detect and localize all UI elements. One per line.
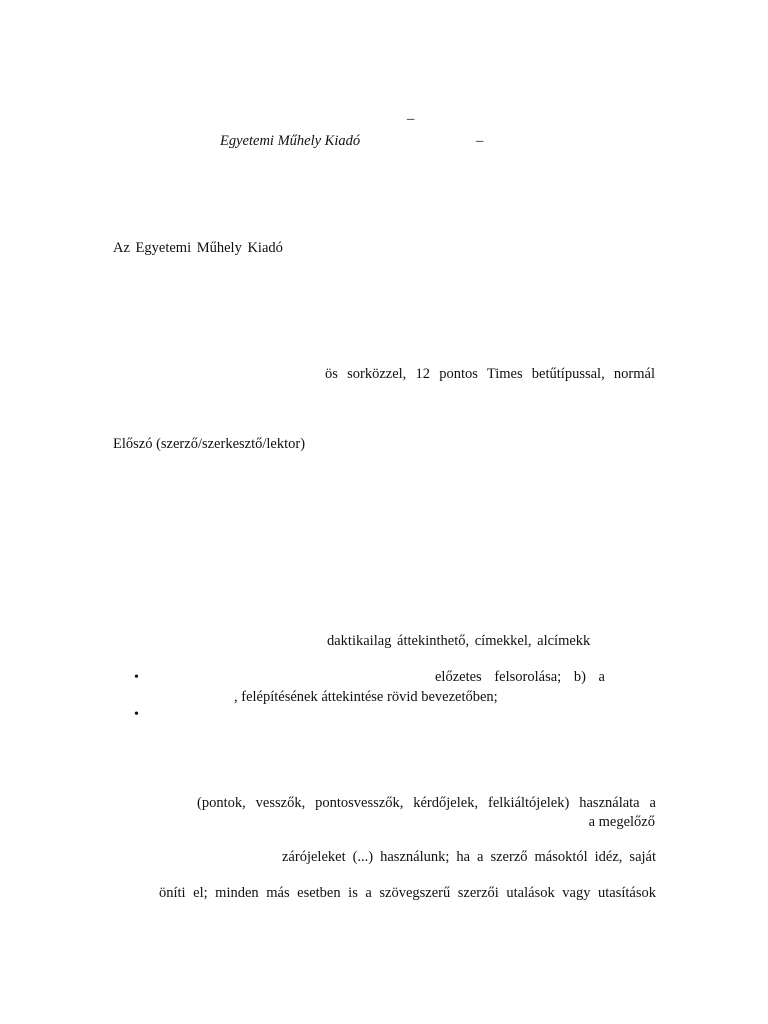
intro-publisher-line: Az Egyetemi Műhely Kiadó — [113, 240, 283, 256]
bullet-1-line-2: , felépítésének áttekintése rövid bevezetőben; — [234, 689, 498, 705]
bullet-icon: • — [134, 707, 139, 722]
header-dash: – — [407, 111, 415, 127]
bullet-icon: • — [134, 670, 139, 685]
structure-line: daktikailag áttekinthető, címekkel, alcímekk — [327, 633, 591, 649]
preface-heading: Előszó (szerző/szerkesztő/lektor) — [113, 436, 306, 452]
punctuation-line-2: a megelőző — [588, 814, 655, 830]
punctuation-line-3: zárójeleket (...) használunk; ha a szerző másoktól idéz, saját — [282, 849, 656, 865]
publisher-name-italic: Egyetemi Műhely Kiadó — [220, 133, 361, 149]
punctuation-line-4: öníti el; minden más esetben is a szövegszerű szerzői utalások vagy utasítások — [159, 885, 656, 901]
punctuation-line-1: (pontok, vesszők, pontosvesszők, kérdőjelek, felkiáltójelek) használata a — [197, 795, 656, 811]
header-dash-right: – — [476, 133, 484, 149]
bullet-1-line-1: előzetes felsorolása; b) a — [435, 669, 605, 685]
formatting-line: ös sorközzel, 12 pontos Times betűtípussal, normál — [325, 366, 655, 382]
